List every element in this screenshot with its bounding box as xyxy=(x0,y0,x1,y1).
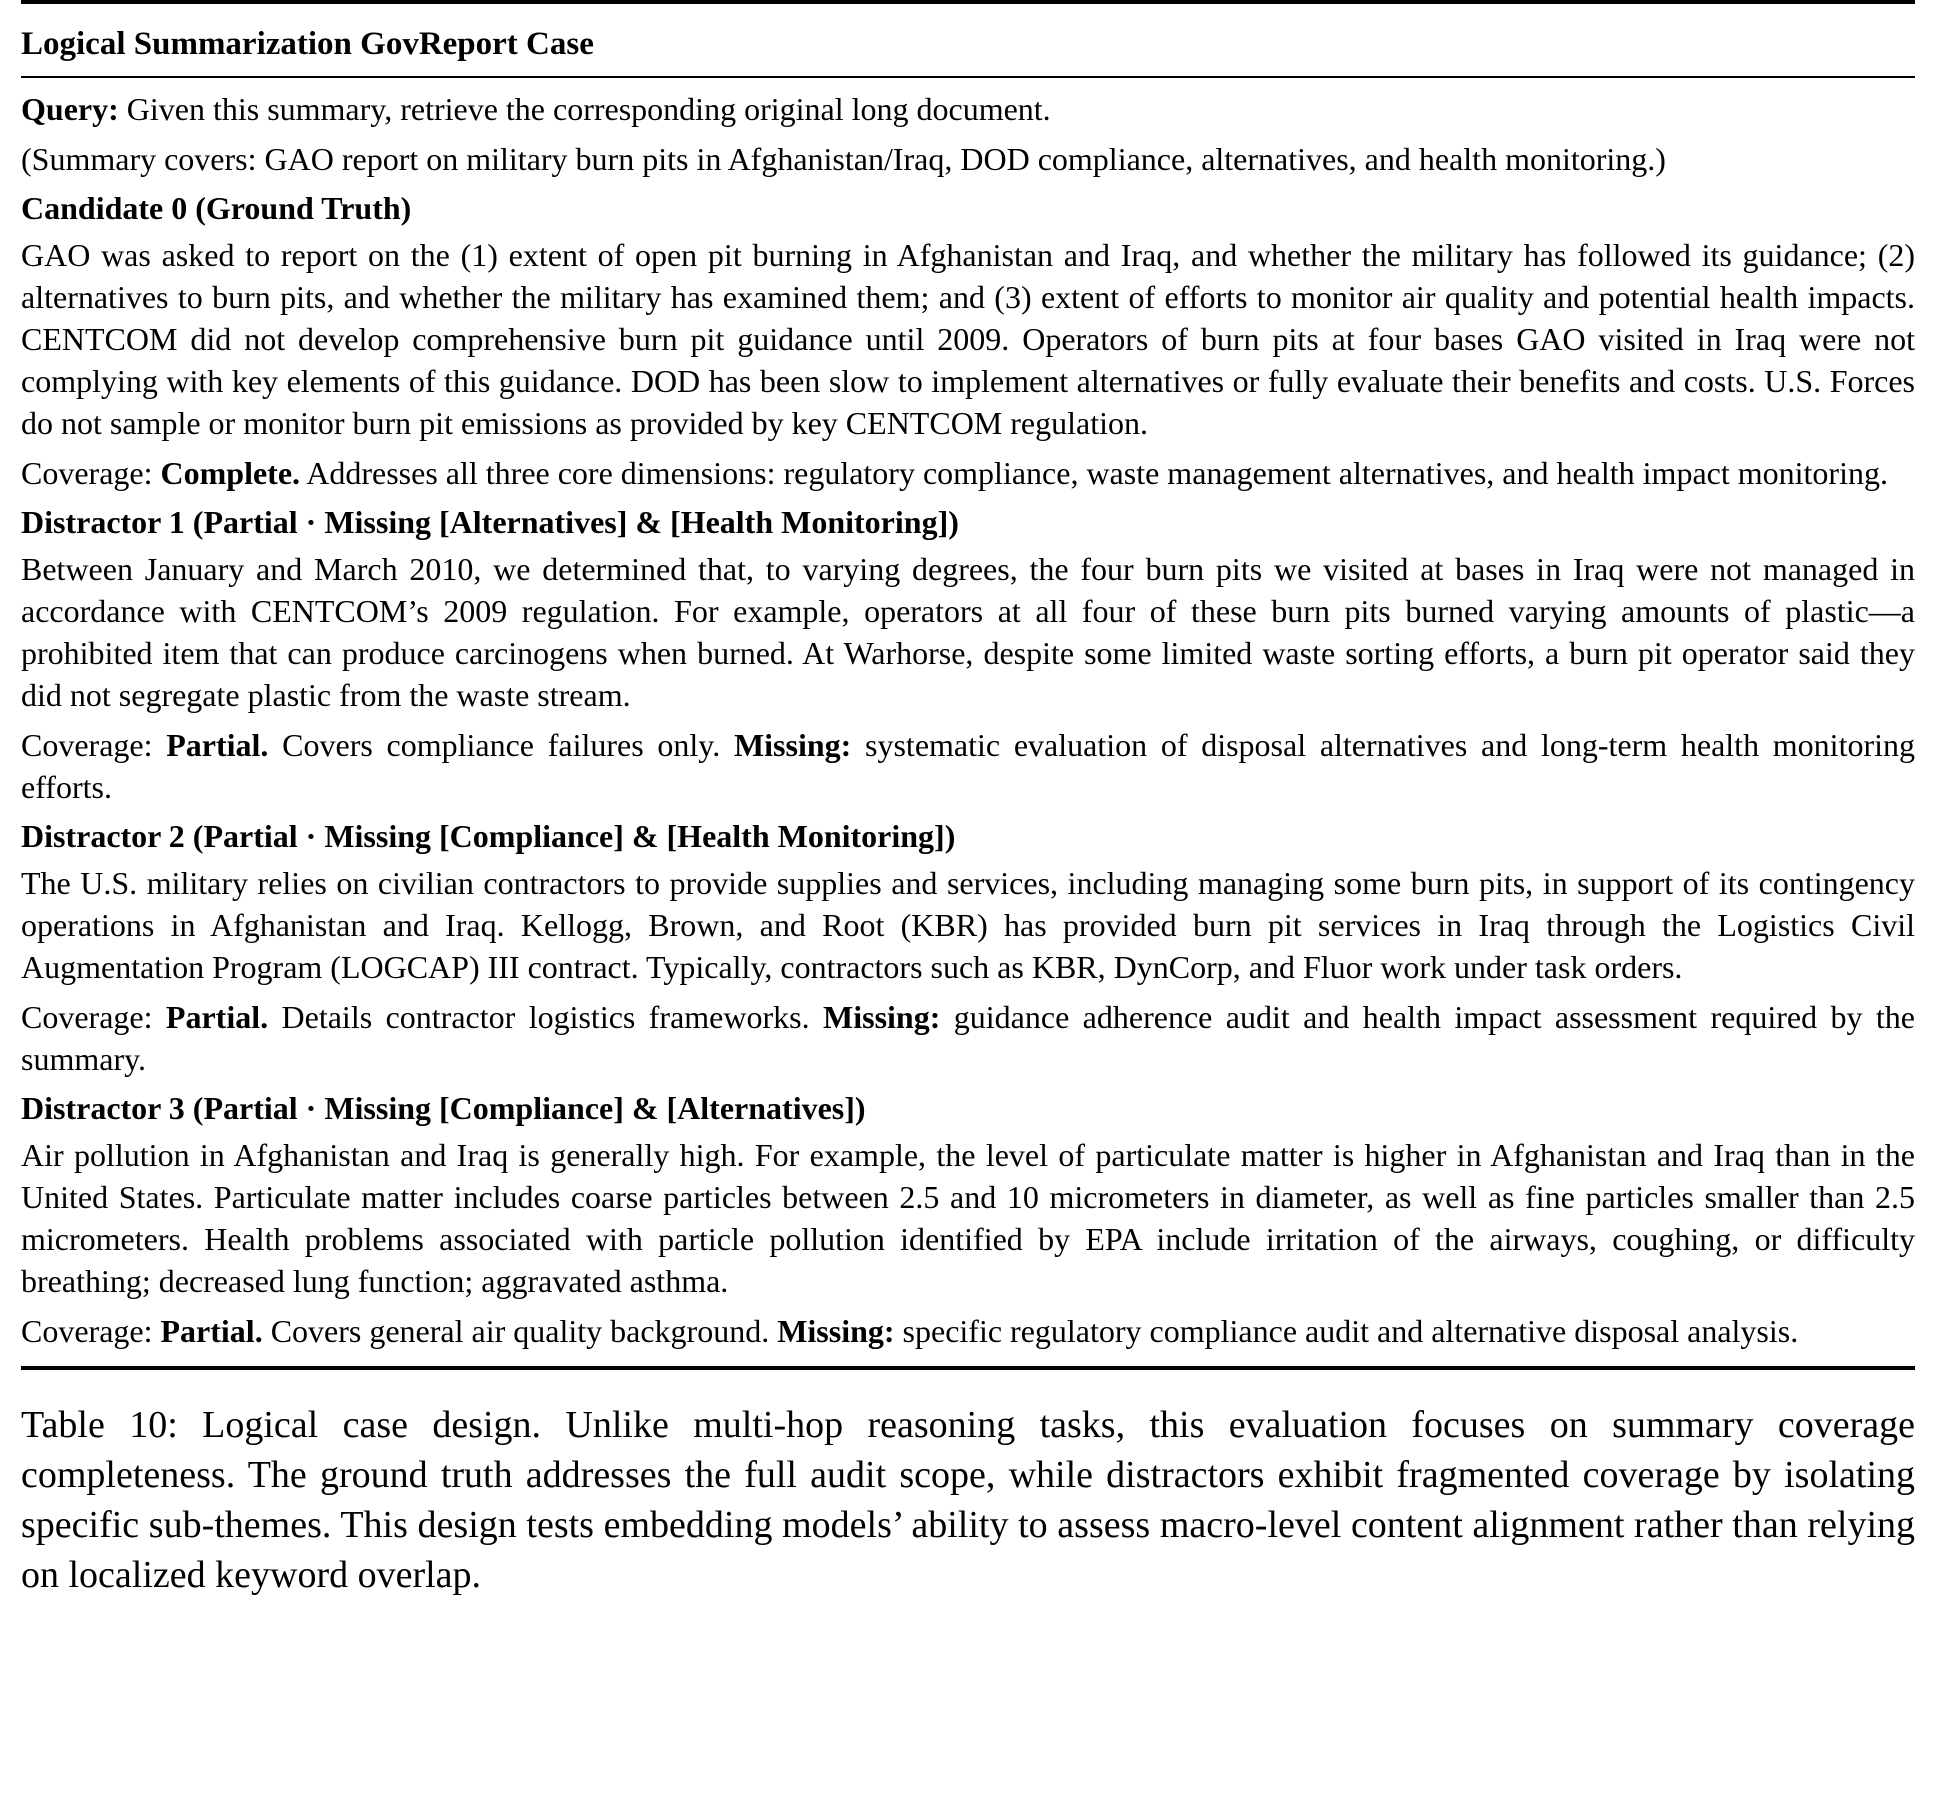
distractor-passage: The U.S. military relies on civilian contractors to provide supplies and services, including managing some burn pits, in support of its contingency operations in Afghanistan and Iraq. Kellogg, Brown, and Root (KBR) has provided burn pit services in Iraq through the Logistics Civil Augmentation Program (LOGCAP) III contract. Typically, contractors such as KBR, DynCorp, and Fluor work under task orders. xyxy=(21,865,1915,985)
candidate-section xyxy=(21,188,1915,494)
coverage-level: Partial. xyxy=(165,999,269,1035)
missing-desc: systematic evaluation of disposal alternatives and long-term health monitoring efforts. xyxy=(21,727,1916,805)
coverage-line xyxy=(21,724,1915,808)
coverage-level: Complete. xyxy=(160,455,301,491)
coverage-level: Partial. xyxy=(160,1313,263,1349)
coverage-prefix: Coverage: xyxy=(21,455,161,491)
coverage-desc: Addresses all three core dimensions: regulatory compliance, waste management alternatives, and health impact monitoring. xyxy=(300,455,1888,491)
coverage-prefix: Coverage: xyxy=(21,727,167,763)
coverage-desc: Details contractor logistics frameworks. xyxy=(268,999,824,1035)
coverage-desc: Covers compliance failures only. xyxy=(268,727,734,763)
bottom-rule xyxy=(21,1366,1915,1370)
query-line xyxy=(21,88,1915,130)
query-block xyxy=(21,78,1915,180)
distractor-passage: Between January and March 2010, we determined that, to varying degrees, the four burn pits we visited at bases in Iraq were not managed in accordance with CENTCOM’s 2009 regulation. For example, operators at all four of these burn pits burned varying amounts of plastic—a prohibited item that can produce carcinogens when burned. At Warhorse, despite some limited waste sorting efforts, a burn pit operator said they did not segregate plastic from the waste stream. xyxy=(21,551,1915,713)
missing-label: Missing: xyxy=(733,727,852,763)
missing-desc: specific regulatory compliance audit and alternative disposal analysis. xyxy=(894,1313,1799,1349)
distractor-section xyxy=(21,1088,1915,1352)
distractor-heading: Distractor 3 (Partial · Missing [Compliance] & [Alternatives]) xyxy=(21,1090,866,1126)
missing-label: Missing: xyxy=(777,1313,895,1349)
case-table xyxy=(21,0,1915,1600)
query-label: Query: xyxy=(21,91,119,127)
table-caption: Table 10: Logical case design. Unlike multi-hop reasoning tasks, this evaluation focuses on summary coverage completeness. The ground truth addresses the full audit scope, while distractors exhibit fragmented coverage by isolating specific sub-themes. This design tests embedding models’ ability to assess macro-level content alignment rather than relying on localized keyword overlap. xyxy=(21,1404,1915,1596)
distractor-heading: Distractor 1 (Partial · Missing [Alternatives] & [Health Monitoring]) xyxy=(21,504,959,540)
distractor-passage: Air pollution in Afghanistan and Iraq is generally high. For example, the level of particulate matter is higher in Afghanistan and Iraq than in the United States. Particulate matter includes coarse particles between 2.5 and 10 micrometers in diameter, as well as fine particles smaller than 2.5 micrometers. Health problems associated with particle pollution identified by EPA include irritation of the airways, coughing, or difficulty breathing; decreased lung function; aggravated asthma. xyxy=(21,1137,1915,1299)
distractor-heading: Distractor 2 (Partial · Missing [Compliance] & [Health Monitoring]) xyxy=(21,818,956,854)
coverage-line xyxy=(21,1310,1915,1352)
coverage-line xyxy=(21,452,1915,494)
candidate-heading: Candidate 0 (Ground Truth) xyxy=(21,190,412,226)
table-title: Logical Summarization GovReport Case xyxy=(21,26,594,62)
distractor-section xyxy=(21,816,1915,1080)
coverage-level: Partial. xyxy=(166,727,269,763)
coverage-desc: Covers general air quality background. xyxy=(262,1313,778,1349)
coverage-prefix: Coverage: xyxy=(21,1313,161,1349)
candidate-passage: GAO was asked to report on the (1) extent of open pit burning in Afghanistan and Iraq, and whether the military has followed its guidance; (2) alternatives to burn pits, and whether the military has examined them; and (3) extent of efforts to monitor air quality and potential health impacts. CENTCOM did not develop comprehensive burn pit guidance until 2009. Operators of burn pits at four bases GAO visited in Iraq were not complying with key elements of this guidance. DOD has been slow to implement alternatives or fully evaluate their benefits and costs. U.S. Forces do not sample or monitor burn pit emissions as provided by key CENTCOM regulation. xyxy=(21,237,1915,441)
missing-label: Missing: xyxy=(823,999,941,1035)
distractor-section xyxy=(21,502,1915,808)
coverage-line xyxy=(21,996,1915,1080)
query-text: Given this summary, retrieve the corresponding original long document. xyxy=(118,91,1051,127)
missing-desc: guidance adherence audit and health impact assessment required by the summary. xyxy=(21,999,1916,1077)
coverage-prefix: Coverage: xyxy=(21,999,166,1035)
summary-covers: (Summary covers: GAO report on military burn pits in Afghanistan/Iraq, DOD compliance, alternatives, and health monitoring.) xyxy=(21,141,1666,177)
